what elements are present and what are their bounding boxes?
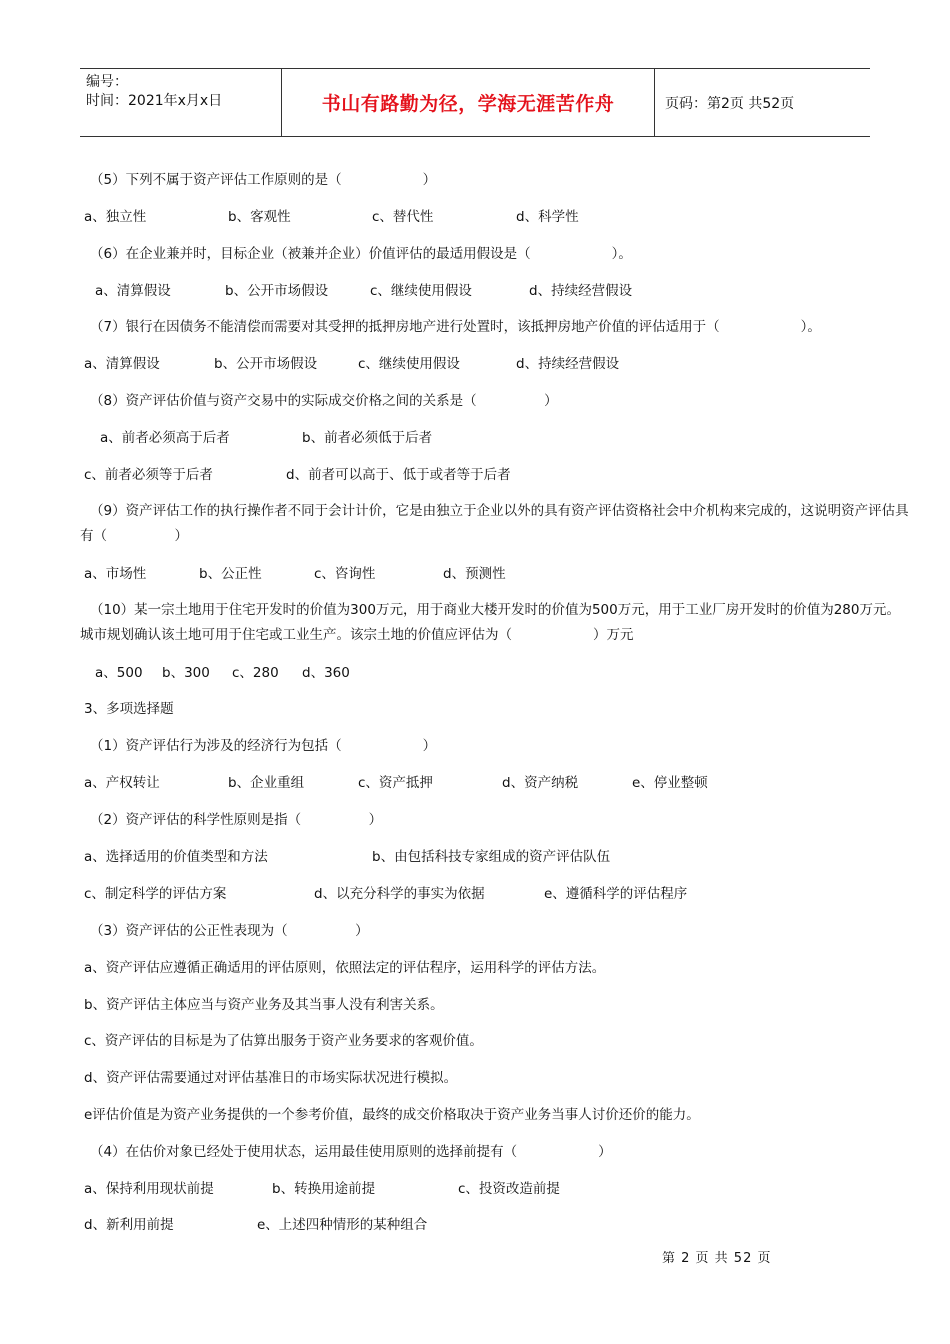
option: c、继续使用假设 (358, 356, 460, 372)
question-stem: （6）在企业兼并时，目标企业（被兼并企业）价值评估的最适用假设是（ ）。 (90, 246, 632, 262)
option: c、继续使用假设 (370, 283, 472, 299)
option: d、持续经营假设 (529, 283, 633, 299)
page-footer: 第 2 页 共 52 页 (662, 1251, 772, 1266)
option: b、公正性 (199, 566, 262, 582)
date-line: 时间：2021年x月x日 (86, 93, 223, 109)
motto: 书山有路勤为径，学海无涯苦作舟 (321, 93, 615, 115)
option: d、预测性 (443, 566, 506, 582)
option: c、咨询性 (314, 566, 376, 582)
option: a、市场性 (84, 566, 147, 582)
option: b、转换用途前提 (272, 1181, 376, 1197)
option: c、替代性 (372, 209, 434, 225)
option: e、停业整顿 (632, 775, 708, 791)
option: c、资产抵押 (358, 775, 433, 791)
option: e评估价值是为资产业务提供的一个参考价值，最终的成交价格取决于资产业务当事人讨价还价的能力。 (84, 1107, 700, 1123)
question-stem: （8）资产评估价值与资产交易中的实际成交价格之间的关系是（ ） (90, 393, 558, 409)
option: e、遵循科学的评估程序 (544, 886, 688, 902)
option: d、以充分科学的事实为依据 (314, 886, 485, 902)
option: a、保持利用现状前提 (84, 1181, 214, 1197)
option: d、科学性 (516, 209, 579, 225)
page-info: 页码：第2页 共52页 (665, 95, 795, 112)
question-stem: （10）某一宗土地用于住宅开发时的价值为300万元，用于商业大楼开发时的价值为500万元，用于工业厂房开发时的价值为280万元。城市规划确认该土地可用于住宅或工业生产。该宗土地的价值应评估为（ ）万元 (80, 602, 900, 643)
question-stem: （4）在估价对象已经处于使用状态，运用最佳使用原则的选择前提有（ ） (90, 1144, 612, 1160)
option: c、280 (232, 665, 279, 681)
code-label: 编号： (86, 74, 128, 90)
option: a、资产评估应遵循正确适用的评估原则，依照法定的评估程序，运用科学的评估方法。 (84, 960, 606, 976)
header-page-info (655, 69, 870, 136)
option: b、公开市场假设 (214, 356, 318, 372)
header-motto-cell (282, 69, 655, 136)
option: a、产权转让 (84, 775, 160, 791)
option: a、清算假设 (84, 356, 160, 372)
option: b、公开市场假设 (225, 283, 329, 299)
option: d、资产纳税 (502, 775, 579, 791)
option: a、独立性 (84, 209, 147, 225)
option: b、300 (162, 665, 210, 681)
option: a、500 (95, 665, 143, 681)
option: a、清算假设 (95, 283, 171, 299)
page-header (80, 68, 870, 137)
option: c、前者必须等于后者 (84, 467, 213, 483)
option: d、持续经营假设 (516, 356, 620, 372)
option: d、360 (302, 665, 350, 681)
option: a、前者必须高于后者 (100, 430, 230, 446)
question-stem: （9）资产评估工作的执行操作者不同于会计计价，它是由独立于企业以外的具有资产评估资格社会中介机构来完成的，这说明资产评估具有（ ） (80, 503, 909, 544)
option: c、资产评估的目标是为了估算出服务于资产业务要求的客观价值。 (84, 1033, 483, 1049)
option: b、资产评估主体应当与资产业务及其当事人没有利害关系。 (84, 997, 444, 1013)
option: c、制定科学的评估方案 (84, 886, 227, 902)
option: c、投资改造前提 (458, 1181, 560, 1197)
option: b、前者必须低于后者 (302, 430, 433, 446)
option: d、新利用前提 (84, 1217, 174, 1233)
option: d、前者可以高于、低于或者等于后者 (286, 467, 511, 483)
section-heading: 3、多项选择题 (84, 701, 174, 717)
question-stem: （7）银行在因债务不能清偿而需要对其受押的抵押房地产进行处置时，该抵押房地产价值的评估适用于（ ）。 (90, 319, 821, 335)
option: e、上述四种情形的某种组合 (257, 1217, 428, 1233)
option: b、客观性 (228, 209, 291, 225)
question-stem: （1）资产评估行为涉及的经济行为包括（ ） (90, 738, 437, 754)
question-stem: （3）资产评估的公正性表现为（ ） (90, 923, 369, 939)
question-stem: （5）下列不属于资产评估工作原则的是（ ） (90, 172, 437, 188)
option: b、由包括科技专家组成的资产评估队伍 (372, 849, 611, 865)
header-meta (80, 69, 282, 136)
option: d、资产评估需要通过对评估基准日的市场实际状况进行模拟。 (84, 1070, 458, 1086)
option: a、选择适用的价值类型和方法 (84, 849, 268, 865)
question-stem: （2）资产评估的科学性原则是指（ ） (90, 812, 383, 828)
option: b、企业重组 (228, 775, 305, 791)
